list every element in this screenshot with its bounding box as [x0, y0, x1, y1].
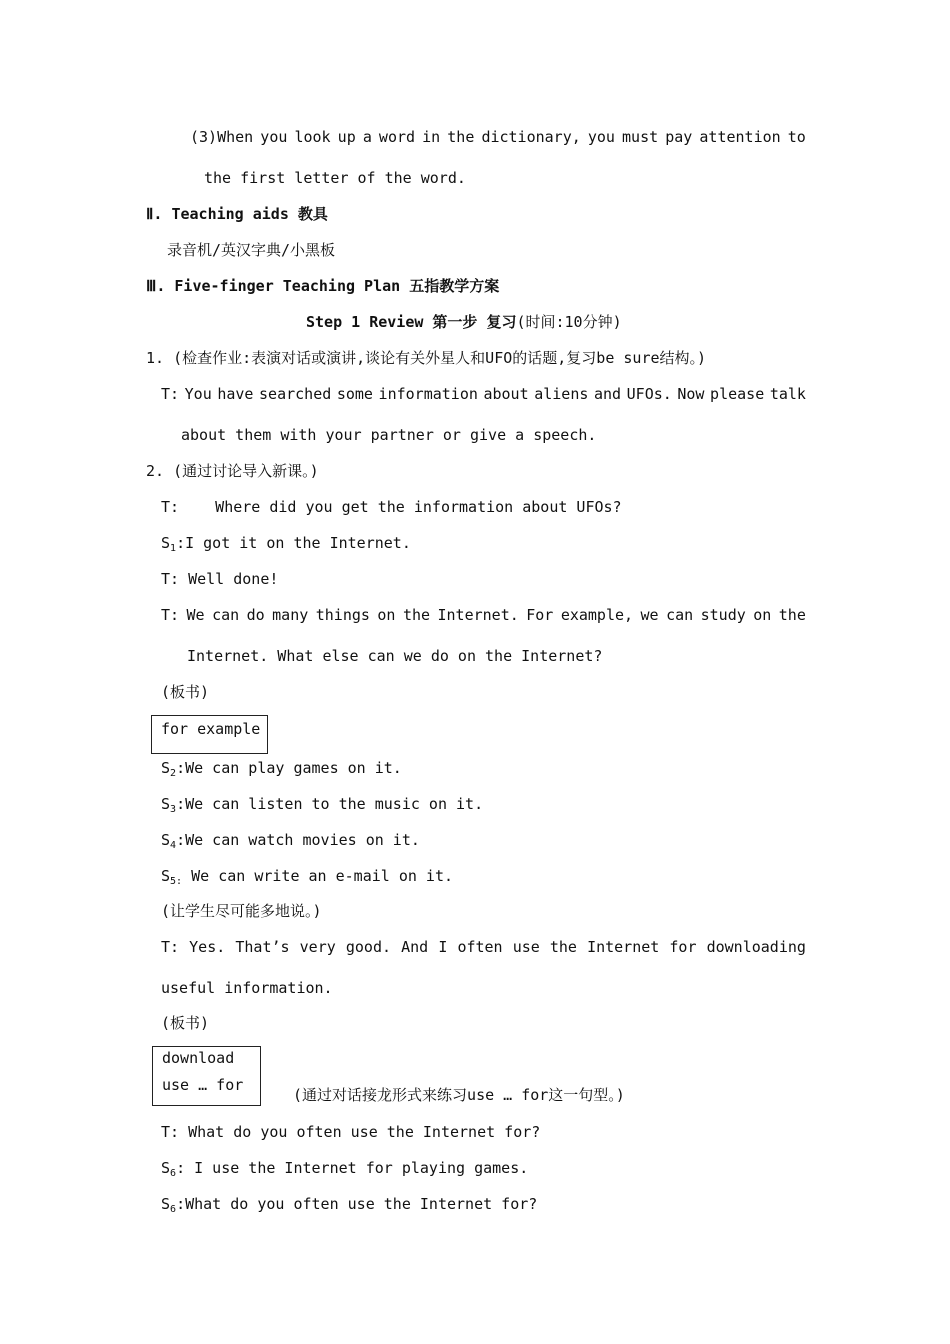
teaching-aids-list: 录音机/英汉字典/小黑板 [167, 241, 336, 259]
item3-line2: the first letter of the word. [204, 169, 466, 187]
final-line-s6a: $S_6$: I use the Internet for playing games. [161, 1159, 529, 1179]
word: have [217, 385, 254, 403]
word: you [587, 128, 615, 146]
word: we [640, 606, 659, 624]
teacher-note-1: (让学生尽可能多地说。) [161, 902, 322, 920]
word: That’s [235, 938, 290, 956]
board-text-2a: download [162, 1049, 235, 1067]
word: T: [161, 606, 180, 624]
word: very [299, 938, 336, 956]
item3-line1 [190, 127, 806, 147]
word: often [457, 938, 503, 956]
step-heading [306, 312, 622, 332]
word: pay [665, 128, 693, 146]
section2-heading: 2. (通过讨论导入新课。) [146, 462, 319, 480]
word: the [549, 938, 577, 956]
word: dictionary, [481, 128, 581, 146]
word: use [512, 938, 540, 956]
word: searched [259, 385, 332, 403]
word: a [362, 128, 372, 146]
step-time: (时间:10分钟) [516, 313, 622, 331]
word: can [666, 606, 694, 624]
word: study [700, 606, 746, 624]
word: talk [769, 385, 806, 403]
board-text-1: for example [161, 720, 261, 738]
board-box-1 [151, 715, 268, 754]
word: word [378, 128, 416, 146]
section1-heading: 1. (检查作业:表演对话或演讲,谈论有关外星人和UFO的话题,复习be sure结构。) [146, 349, 707, 367]
step-title: Step 1 Review 第一步 复习 [306, 313, 517, 331]
final-line-s6b: $S_6:What$ do you often use the Internet for? [161, 1195, 538, 1215]
teacher-note-2: (通过对话接龙形式来练习use … for这一句型。) [293, 1086, 625, 1104]
plan-heading: Ⅲ. Five-finger Teaching Plan 五指教学方案 [146, 277, 500, 295]
word: in [422, 128, 441, 146]
word: And [401, 938, 429, 956]
word: For [526, 606, 554, 624]
word: Now [677, 385, 705, 403]
word: information [378, 385, 478, 403]
word: to [787, 128, 806, 146]
word: (3)When [190, 128, 254, 146]
dialog-line-t1: T: Where did you get the information about UFOs? [161, 498, 622, 516]
dialog-line-s1: $S_1:I$ got it on the Internet. [161, 534, 411, 554]
t1-line1 [161, 384, 806, 404]
word: some [336, 385, 373, 403]
word: UFOs. [626, 385, 672, 403]
word: you [260, 128, 288, 146]
teaching-aids-heading: Ⅱ. Teaching aids 教具 [146, 205, 328, 223]
word: must [622, 128, 659, 146]
board-text-2b: use … for [162, 1076, 244, 1094]
word: T: [161, 385, 180, 403]
word: about [483, 385, 529, 403]
t5-line1 [161, 937, 806, 957]
board-label-2: (板书) [161, 1014, 210, 1032]
board-label-1: (板书) [161, 683, 210, 701]
word: on [377, 606, 396, 624]
word: on [753, 606, 772, 624]
dialog-line-t3-cont: Internet. What else can we do on the Internet? [187, 647, 603, 665]
word: the [778, 606, 806, 624]
dialog-line-t2: T: Well done! [161, 570, 279, 588]
word: attention [699, 128, 781, 146]
word: look [294, 128, 331, 146]
student-line-4: $S_4:We$ can watch movies on it. [161, 831, 420, 851]
t5-line2: useful information. [161, 979, 333, 997]
word: downloading [706, 938, 806, 956]
t1-line2: about them with your partner or give a speech. [181, 426, 597, 444]
word: good. [345, 938, 392, 956]
word: do [246, 606, 265, 624]
student-line-3: $S_3:We$ can listen to the music on it. [161, 795, 484, 815]
student-line-5: $S_{5:}$ We can write an e-mail on it. [161, 867, 454, 887]
word: aliens [534, 385, 589, 403]
word: T: [161, 938, 180, 956]
word: the [402, 606, 431, 624]
word: example, [560, 606, 634, 624]
word: the [447, 128, 475, 146]
word: many [272, 606, 309, 624]
board-box-2 [152, 1046, 261, 1106]
word: please [710, 385, 765, 403]
word: I [438, 938, 448, 956]
word: We [186, 606, 205, 624]
final-line-t: T: What do you often use the Internet for? [161, 1123, 541, 1141]
word: and [593, 385, 622, 403]
student-line-2: $S_2:We$ can play games on it. [161, 759, 402, 779]
word: up [337, 128, 356, 146]
word: Internet [587, 938, 660, 956]
word: for [669, 938, 697, 956]
word: You [184, 385, 212, 403]
dialog-line-t3 [161, 605, 806, 625]
word: Yes. [189, 938, 226, 956]
word: can [212, 606, 240, 624]
word: things [315, 606, 370, 624]
word: Internet. [437, 606, 519, 624]
